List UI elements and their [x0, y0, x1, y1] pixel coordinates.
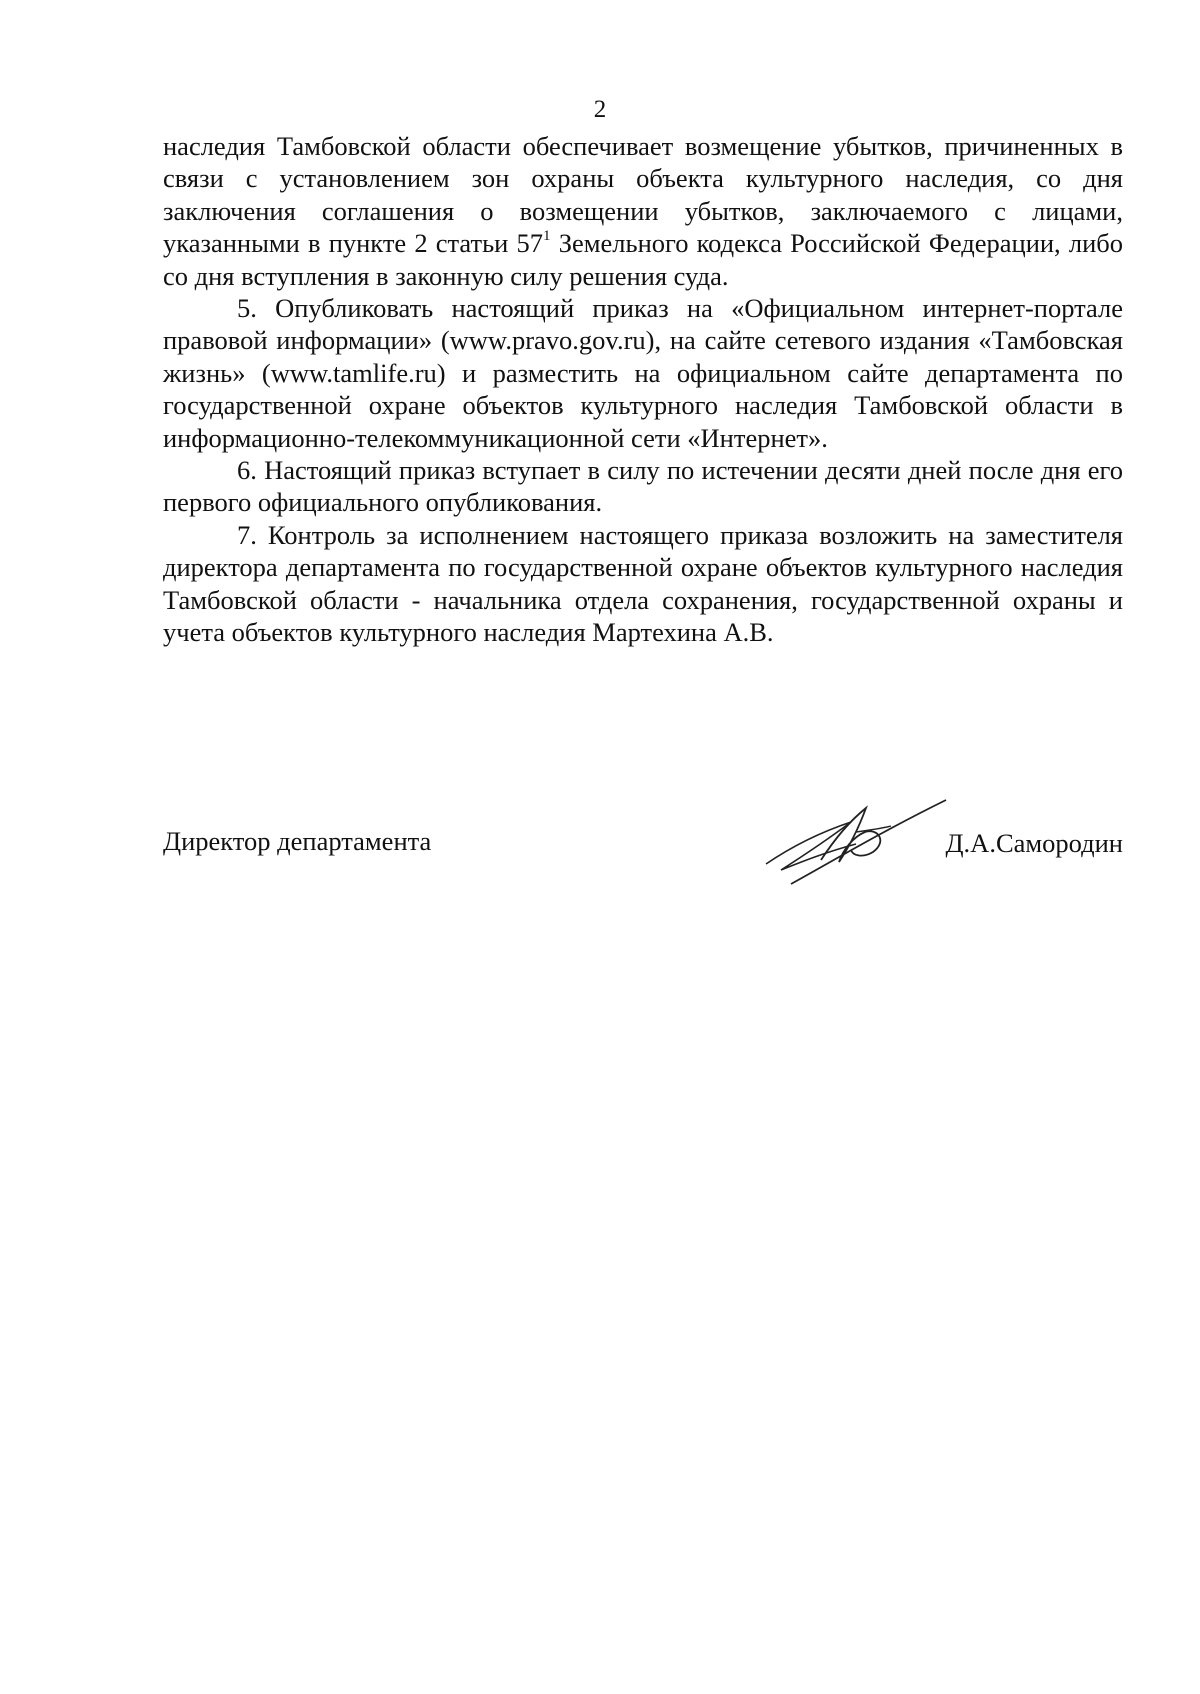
paragraph-4-continuation — [163, 130, 1123, 292]
signature-block — [163, 826, 1123, 936]
paragraph-4-text-b: Земельного кодекса Российской Федерации, либо со дня вступления в законную силу решения суда. — [163, 228, 1123, 291]
superscript: 1 — [543, 228, 551, 245]
page-number: 2 — [593, 96, 607, 123]
paragraph-4-text-a: наследия Тамбовской области обеспечивает возмещение убытков, причиненных в связи с установлением зон охраны объекта культурного наследия, со дня заключения соглашения о возмещении убытков, заключаемого с лицами, указанными в пункте 2 статьи 57 — [163, 131, 1123, 259]
document-body — [163, 130, 1123, 649]
signer-name: Д.А.Самородин — [945, 828, 1123, 858]
signer-title: Директор департамента — [163, 826, 432, 856]
paragraph-5: 5. Опубликовать настоящий приказ на «Официальном интернет-портале правовой информации» (www.pravo.gov.ru), на сайте сетевого издания «Тамбовская жизнь» (www.tamlife.ru) и разместить на официальном сайте департамента по государственной охране объектов культурного наследия Тамбовской области в информационно-телекоммуникационной сети «Интернет». — [163, 293, 1123, 453]
handwritten-signature — [761, 792, 961, 902]
paragraph-7: 7. Контроль за исполнением настоящего приказа возложить на заместителя директора департамента по государственной охране объектов культурного наследия Тамбовской области - начальника отдела сохранения, государственной охраны и учета объектов культурного наследия Мартехина А.В. — [163, 519, 1123, 648]
paragraph-6: 6. Настоящий приказ вступает в силу по истечении десяти дней после дня его первого официального опубликования. — [163, 455, 1123, 518]
